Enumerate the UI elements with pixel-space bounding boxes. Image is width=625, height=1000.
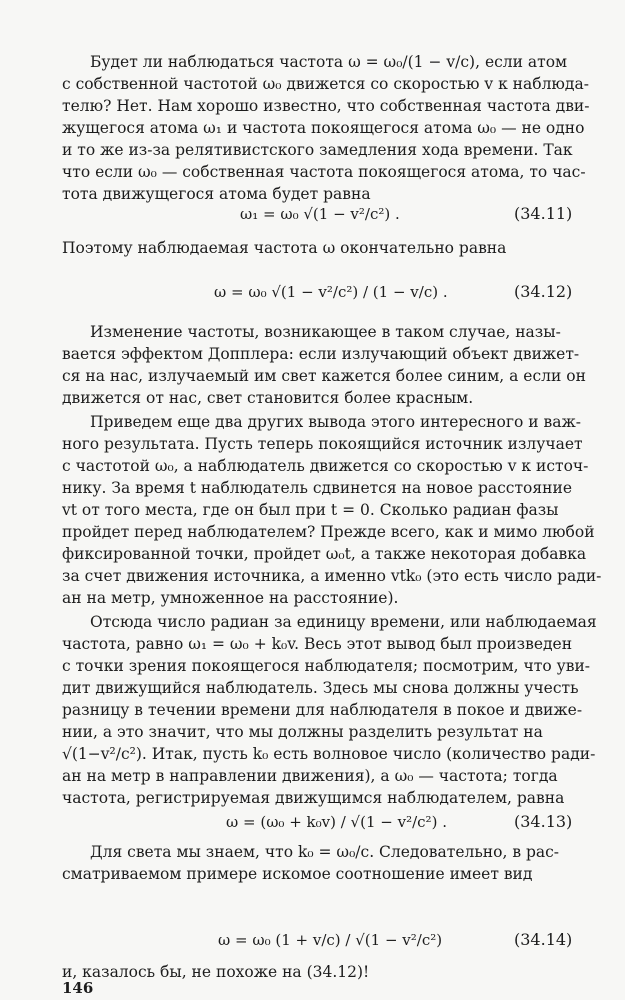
text-line: что если ω₀ — собственная частота покоящегося атома, то час- xyxy=(62,163,586,181)
text-line: с частотой ω₀, а наблюдатель движется со скоростью v к источ- xyxy=(62,457,589,475)
text-line: вается эффектом Допплера: если излучающий объект движет- xyxy=(62,345,580,363)
text-line: разницу в течении времени для наблюдателя в покое и движе- xyxy=(62,701,583,719)
text-line: ан на метр в направлении движения), а ω₀ — частота; тогда xyxy=(62,767,558,785)
equation-number-34-11: (34.11) xyxy=(514,204,573,223)
text-line: нии, а это значит, что мы должны разделить результат на xyxy=(62,723,543,741)
equation-number-34-13: (34.13) xyxy=(514,812,573,831)
text-line: Приведем еще два других вывода этого интересного и важ- xyxy=(90,413,581,431)
text-line: Отсюда число радиан за единицу времени, или наблюдаемая xyxy=(90,613,597,631)
equation-34-12: ω = ω₀ √(1 − v²/c²) / (1 − v/c) . xyxy=(214,283,448,301)
text-line: движется от нас, свет становится более красным. xyxy=(62,389,474,407)
text-line: дит движущийся наблюдатель. Здесь мы снова должны учесть xyxy=(62,679,579,697)
text-line: и то же из-за релятивистского замедления хода времени. Так xyxy=(62,141,573,159)
text-line: с собственной частотой ω₀ движется со скоростью v к наблюда- xyxy=(62,75,589,93)
text-line: частота, регистрируемая движущимся наблюдателем, равна xyxy=(62,789,565,807)
text-line: частота, равно ω₁ = ω₀ + k₀v. Весь этот вывод был произведен xyxy=(62,635,573,653)
text-line: ного результата. Пусть теперь покоящийся источник излучает xyxy=(62,435,583,453)
text-line: Будет ли наблюдаться частота ω = ω₀/(1 − v/c), если атом xyxy=(90,53,568,71)
text-line: ан на метр, умноженное на расстояние). xyxy=(62,589,399,607)
text-line: Для света мы знаем, что k₀ = ω₀/c. Следовательно, в рас- xyxy=(90,843,560,861)
equation-34-13: ω = (ω₀ + k₀v) / √(1 − v²/c²) . xyxy=(226,813,447,831)
equation-number-34-14: (34.14) xyxy=(514,930,573,949)
text-line: сматриваемом примере искомое соотношение имеет вид xyxy=(62,865,533,883)
text-line: жущегося атома ω₁ и частота покоящегося атома ω₀ — не одно xyxy=(62,119,585,137)
text-line: тота движущегося атома будет равна xyxy=(62,185,371,203)
text-line: нику. За время t наблюдатель сдвинется на новое расстояние xyxy=(62,479,572,497)
text-line: √(1−v²/c²). Итак, пусть k₀ есть волновое число (количество ради- xyxy=(62,745,596,763)
equation-number-34-12: (34.12) xyxy=(514,282,573,301)
text-line: пройдет перед наблюдателем? Прежде всего, как и мимо любой xyxy=(62,523,595,541)
text-line: телю? Нет. Нам хорошо известно, что собственная частота дви- xyxy=(62,97,590,115)
text-line: с точки зрения покоящегося наблюдателя; посмотрим, что уви- xyxy=(62,657,591,675)
equation-34-11: ω₁ = ω₀ √(1 − v²/c²) . xyxy=(240,205,400,223)
text-line: Изменение частоты, возникающее в таком случае, назы- xyxy=(90,323,561,341)
closing-line: и, казалось бы, не похоже на (34.12)! xyxy=(62,963,370,981)
page-number: 146 xyxy=(62,979,94,997)
equation-34-14: ω = ω₀ (1 + v/c) / √(1 − v²/c²) xyxy=(218,931,443,949)
text-line: фиксированной точки, пройдет ω₀t, а также некоторая добавка xyxy=(62,545,587,563)
text-line: за счет движения источника, а именно vtk₀ (это есть число ради- xyxy=(62,567,602,585)
text-line: ся на нас, излучаемый им свет кажется более синим, а если он xyxy=(62,367,586,385)
text-line: Поэтому наблюдаемая частота ω окончательно равна xyxy=(62,239,507,257)
text-line: vt от того места, где он был при t = 0. Сколько радиан фазы xyxy=(62,501,559,519)
